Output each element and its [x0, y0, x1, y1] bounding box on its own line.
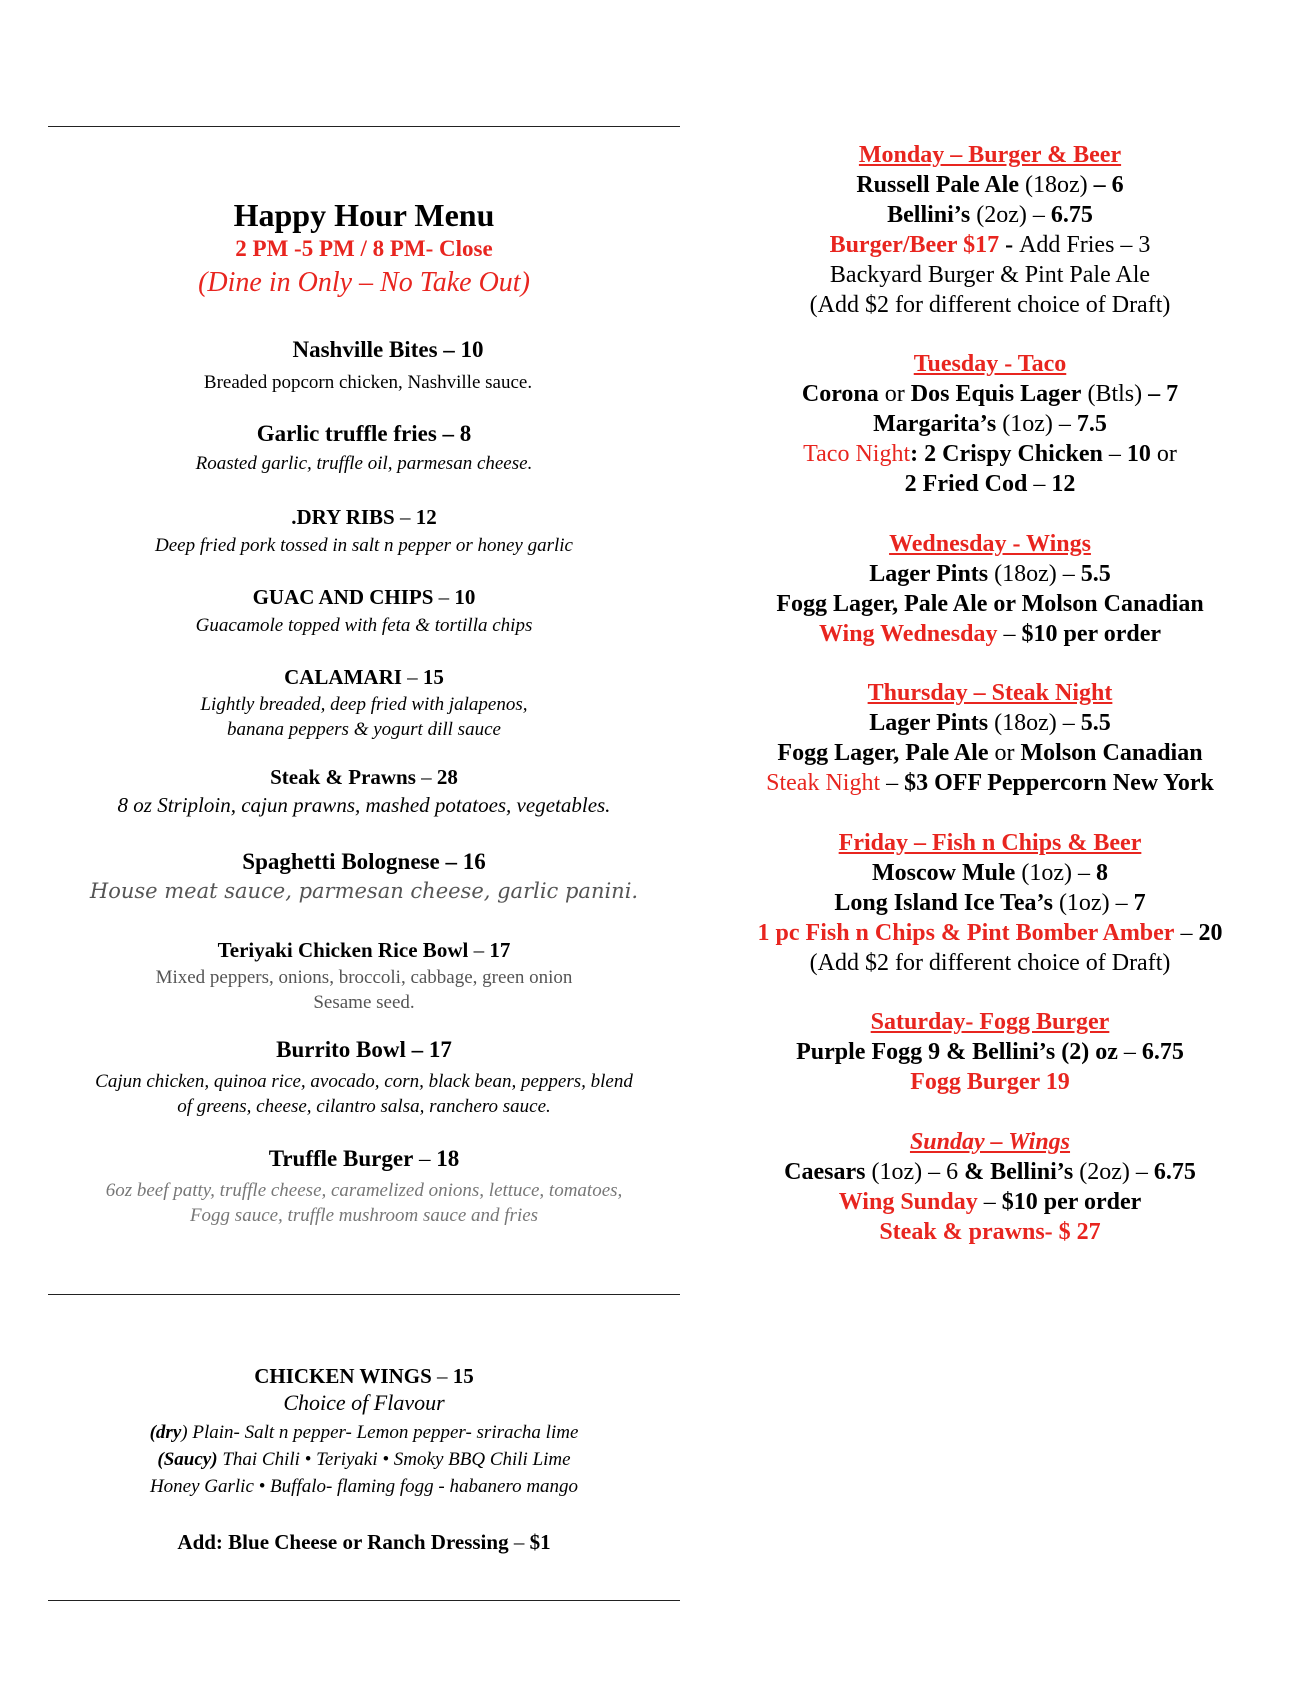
friday-line: 1 pc Fish n Chips & Pint Bomber Amber – 20 [757, 920, 1223, 946]
menu-item-name: Nashville Bites – 10 [292, 337, 484, 362]
menu-item-name: Burrito Bowl – 17 [276, 1037, 452, 1062]
wings-saucy-flavours: (Saucy) Thai Chili • Teriyaki • Smoky BBQ Chili Lime [157, 1449, 571, 1470]
tuesday-heading: Tuesday - Taco [913, 351, 1067, 377]
wednesday-line: Lager Pints (18oz) – 5.5 [869, 561, 1111, 587]
monday-line: Burger/Beer $17 - Add Fries – 3 [829, 232, 1151, 258]
thursday-line: Fogg Lager, Pale Ale or Molson Canadian [777, 740, 1203, 766]
menu-item-name: GUAC AND CHIPS – 10 [252, 585, 476, 609]
tuesday-line: Taco Night: 2 Crispy Chicken – 10 or [803, 441, 1177, 467]
wednesday-line: Wing Wednesday – $10 per order [818, 621, 1162, 647]
menu-item-desc: Lightly breaded, deep fried with jalapenos, banana peppers & yogurt dill sauce [200, 694, 528, 740]
menu-item-name: Teriyaki Chicken Rice Bowl – 17 [217, 938, 511, 962]
menu-item-name: Spaghetti Bolognese – 16 [242, 849, 486, 874]
menu-item-desc: Deep fried pork tossed in salt n pepper or honey garlic [155, 535, 573, 556]
menu-title: Happy Hour Menu [233, 197, 495, 233]
saturday-line: Purple Fogg 9 & Bellini’s (2) oz – 6.75 [796, 1039, 1184, 1065]
wings-addon: Add: Blue Cheese or Ranch Dressing – $1 [177, 1530, 551, 1554]
wings-name: CHICKEN WINGS – 15 [254, 1364, 474, 1388]
friday-heading: Friday – Fish n Chips & Beer [838, 830, 1142, 856]
menu-item-desc: Mixed peppers, onions, broccoli, cabbage, green onion Sesame seed. [155, 967, 573, 1013]
friday-line: Long Island Ice Tea’s (1oz) – 7 [834, 890, 1146, 916]
monday-line: Russell Pale Ale (18oz) – 6 [856, 172, 1124, 198]
thursday-heading: Thursday – Steak Night [867, 680, 1113, 706]
monday-heading: Monday – Burger & Beer [858, 142, 1122, 168]
menu-item-name: Truffle Burger – 18 [268, 1146, 460, 1171]
menu-item-desc: Breaded popcorn chicken, Nashville sauce. [203, 372, 533, 393]
friday-line: (Add $2 for different choice of Draft) [809, 950, 1171, 976]
monday-line: Bellini’s (2oz) – 6.75 [887, 202, 1093, 228]
thursday-line: Lager Pints (18oz) – 5.5 [869, 710, 1111, 736]
sunday-line: Steak & prawns- $ 27 [879, 1219, 1101, 1245]
wednesday-heading: Wednesday - Wings [889, 531, 1091, 557]
divider-top [48, 126, 680, 127]
menu-hours: 2 PM -5 PM / 8 PM- Close [235, 236, 493, 261]
tuesday-line: 2 Fried Cod – 12 [904, 471, 1076, 497]
sunday-line: Wing Sunday – $10 per order [838, 1189, 1142, 1215]
menu-item-name: CALAMARI – 15 [284, 665, 444, 689]
menu-item-name: .DRY RIBS – 12 [291, 505, 437, 529]
friday-line: Moscow Mule (1oz) – 8 [872, 860, 1108, 886]
saturday-line: Fogg Burger 19 [910, 1069, 1070, 1095]
divider-bottom [48, 1600, 680, 1601]
thursday-line: Steak Night – $3 OFF Peppercorn New York [766, 770, 1214, 796]
wings-dry-flavours: (dry) Plain- Salt n pepper- Lemon pepper- sriracha lime [149, 1422, 579, 1443]
menu-item-name: Garlic truffle fries – 8 [256, 421, 472, 446]
menu-item-desc: 8 oz Striploin, cajun prawns, mashed potatoes, vegetables. [117, 793, 611, 817]
divider-middle [48, 1294, 680, 1295]
wings-subtitle: Choice of Flavour [283, 1390, 445, 1415]
menu-item-desc: 6oz beef patty, truffle cheese, caramelized onions, lettuce, tomatoes, Fogg sauce, truffle mushroom sauce and fries [105, 1180, 623, 1226]
wednesday-line: Fogg Lager, Pale Ale or Molson Canadian [776, 591, 1204, 617]
wings-more-flavours: Honey Garlic • Buffalo- flaming fogg - habanero mango [149, 1476, 579, 1497]
tuesday-line: Corona or Dos Equis Lager (Btls) – 7 [801, 381, 1179, 407]
sunday-line: Caesars (1oz) – 6 & Bellini’s (2oz) – 6.75 [784, 1159, 1196, 1185]
menu-item-desc: Roasted garlic, truffle oil, parmesan cheese. [195, 453, 533, 474]
dine-in-note: (Dine in Only – No Take Out) [198, 267, 530, 298]
saturday-heading: Saturday- Fogg Burger [870, 1009, 1110, 1035]
monday-line: (Add $2 for different choice of Draft) [809, 292, 1171, 318]
menu-item-desc: Cajun chicken, quinoa rice, avocado, corn, black bean, peppers, blend of greens, cheese, cilantro salsa, ranchero sauce. [95, 1071, 633, 1117]
menu-item-name: Steak & Prawns – 28 [270, 765, 458, 789]
sunday-heading: Sunday – Wings [909, 1129, 1071, 1155]
menu-item-desc: House meat sauce, parmesan cheese, garlic panini. [89, 879, 639, 903]
monday-line: Backyard Burger & Pint Pale Ale [829, 262, 1151, 288]
menu-item-desc: Guacamole topped with feta & tortilla chips [195, 615, 533, 636]
tuesday-line: Margarita’s (1oz) – 7.5 [873, 411, 1107, 437]
